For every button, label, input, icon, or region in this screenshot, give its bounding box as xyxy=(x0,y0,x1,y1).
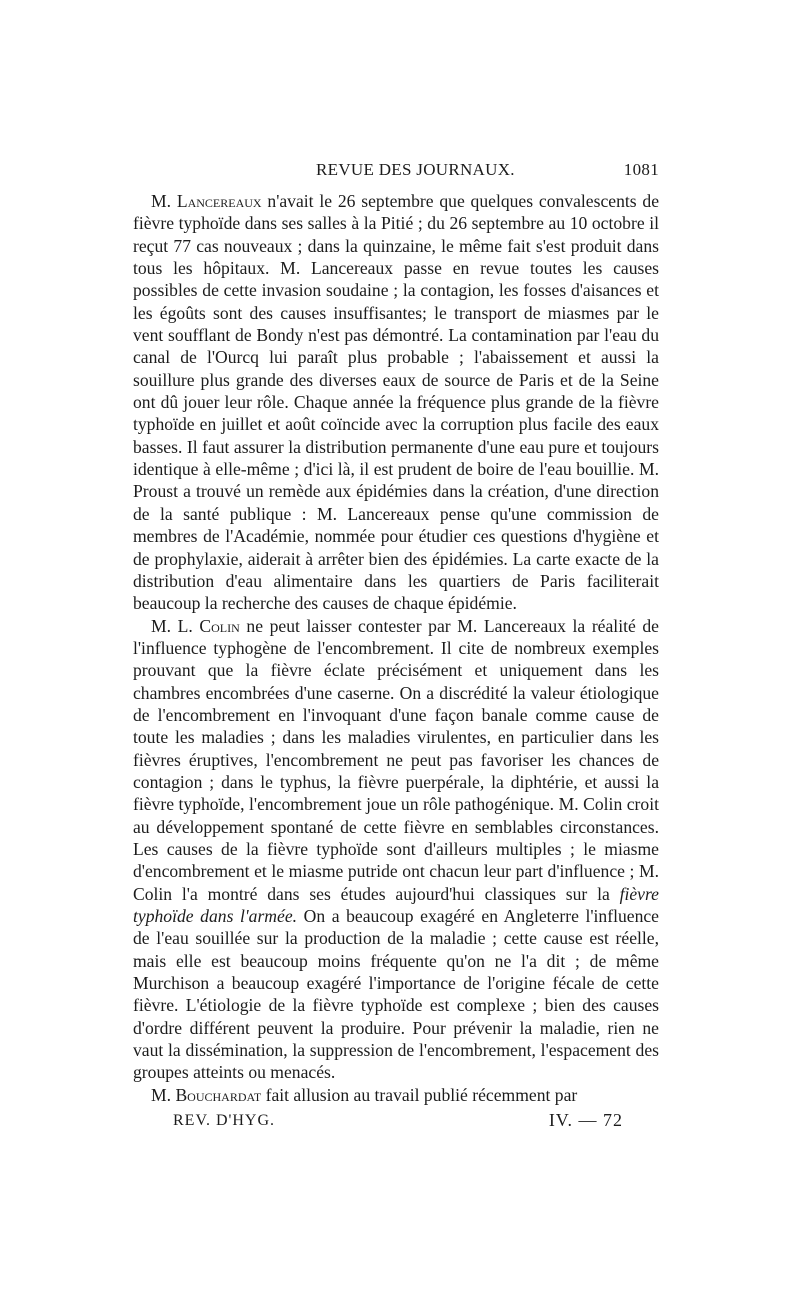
paragraph-bouchardat xyxy=(133,1084,659,1106)
running-head xyxy=(133,160,659,184)
speaker-name: M. L. Colin xyxy=(151,615,240,636)
speaker-name: M. Lancereaux xyxy=(151,191,262,211)
paragraph-text: fait allusion au travail publié récemment par xyxy=(261,1084,578,1105)
signature-line xyxy=(133,1110,659,1136)
work-title: fièvre typhoïde dans l'armée. xyxy=(133,883,659,926)
running-title: REVUE DES JOURNAUX. xyxy=(316,160,515,179)
speaker-name: M. Bouchardat xyxy=(151,1084,262,1105)
volume-sheet-number: IV. — 72 xyxy=(548,1110,623,1131)
paragraph-text: n'avait le 26 septembre que quelques convalescents de fièvre typhoïde dans ses salles à la Pitié ; du 26 septembre au 10 octobre il reçut 77 cas nouveaux ; dans la quinzaine, le même fait s'est produit dans tous les hôpitaux. M. Lancereaux passe en revue toutes les causes possibles de cette invasion soudaine ; la contagion, les fosses d'aisances et les égoûts sont des causes insuffisantes; le transport de miasmes par le vent soufflant de Bondy n'est pas démontré. La contamination par l'eau du canal de l'Ourcq lui paraît plus probable ; l'abaissement et aussi la souillure plus grande des diverses eaux de source de Paris et de la Seine ont dû jouer leur rôle. Chaque année la fréquence plus grande de la fièvre typhoïde en juillet et août coïncide avec la corruption plus facile des eaux basses. Il faut assurer la distribution permanente d'une eau pure et toujours identique à elle-même ; d'ici là, il est prudent de boire de l'eau bouillie. M. Proust a trouvé un remède aux épidémies dans la création, d'une direction de la santé publique : M. Lancereaux pense qu'une commission de membres de l'Académie, nommée pour étudier ces questions d'hygiène et de prophylaxie, aiderait à arrêter bien des épidémies. La carte exacte de la distribution d'eau alimentaire dans les quartiers de Paris faciliterait beaucoup la recherche des causes de chaque épidémie. xyxy=(133,191,660,614)
paragraph-lancereaux xyxy=(133,190,659,615)
paragraph-text: ne peut laisser contester par M. Lancereaux la réalité de l'influence typhogène de l'encombrement. Il cite de nombreux exemples prouvant que la fièvre éclate précisément et uniquement dans les chambres encombrées d'une caserne. On a discrédité la valeur étiologique de l'encombrement en l'invoquant d'une façon banale comme cause de toute les maladies ; dans les maladies virulentes, en particulier dans les fièvres éruptives, l'encombrement ne peut pas favoriser les chances de contagion ; dans le typhus, la fièvre puerpérale, la diphtérie, et aussi la fièvre typhoïde, l'encombrement joue un rôle pathogénique. M. Colin croit au développement spontané de cette fièvre en semblables circonstances. Les causes de la fièvre typhoïde sont d'ailleurs multiples ; le miasme d'encombrement et le miasme putride ont chacun leur part d'influence ; M. Colin l'a montré dans ses études aujourd'hui classiques sur la xyxy=(133,615,659,904)
article-body xyxy=(133,190,659,1106)
page xyxy=(133,160,659,1136)
signature-mark: REV. D'HYG. xyxy=(173,1112,276,1130)
paragraph-colin xyxy=(133,615,659,1084)
page-number: 1081 xyxy=(623,160,659,179)
paragraph-text-continued: On a beaucoup exagéré en Angleterre l'influence de l'eau souillée sur la production de la maladie ; cette cause est réelle, mais elle est beaucoup moins fréquente qu'on ne l'a dit ; de même Murchison a beaucoup exagéré l'importance de l'origine fécale de cette fièvre. L'étiologie de la fièvre typhoïde est complexe ; bien des causes d'ordre différent peuvent la produire. Pour prévenir la maladie, rien ne vaut la dissémination, la suppression de l'encombrement, l'espacement des groupes atteints ou menacés. xyxy=(133,906,659,1083)
